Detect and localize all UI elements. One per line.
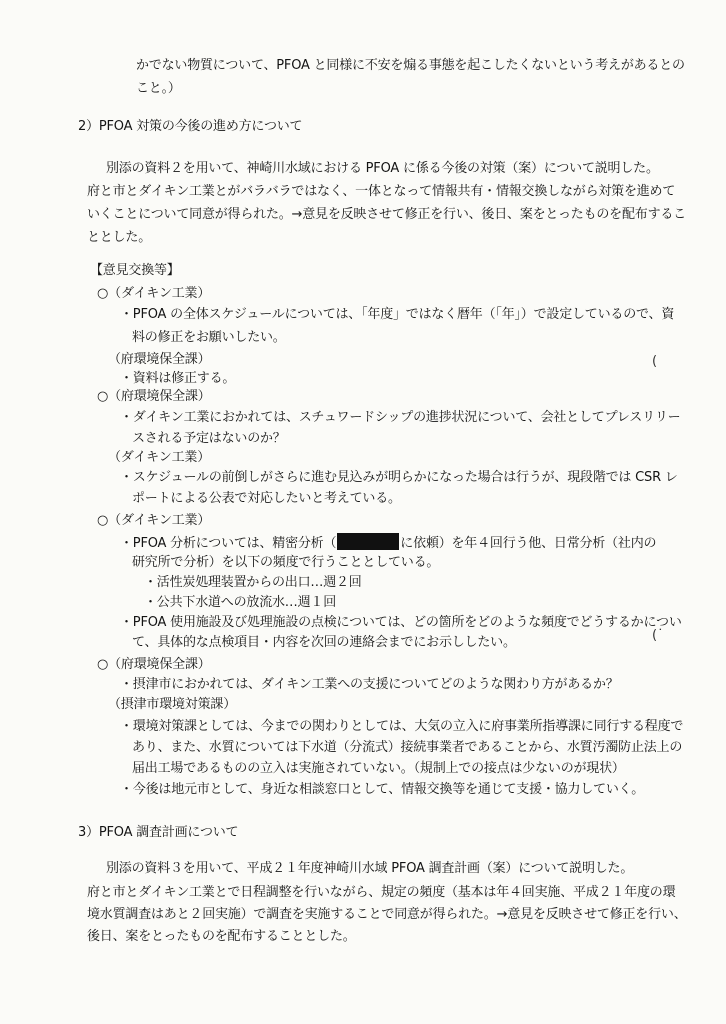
text-line: 別添の資料２を用いて、神崎川水域における PFOA に係る今後の対策（案）について説明した。 [106, 161, 659, 176]
text-line: いくことについて同意が得られた。→意見を反映させて修正を行い、後日、案をとったものを配布するこ [87, 207, 686, 222]
text-line: 届出工場であるものの立入は実施されていない。（規制上での接点は少ないのが現状） [132, 761, 625, 776]
text-line: ・環境対策課としては、今までの関わりとしては、大気の立入に府事業所指導課に同行する程度で [120, 719, 684, 734]
text-line: 府と市とダイキン工業とがバラバラではなく、一体となって情報共有・情報交換しながら対策を進めて [87, 184, 676, 199]
speaker-line: （摂津市環境対策課） [108, 697, 237, 712]
text-line: ・PFOA 使用施設及び処理施設の点検については、どの箇所をどのような頻度でどうするかについ [120, 615, 682, 630]
margin-mark: (˙ [652, 628, 664, 643]
text-line: ・ダイキン工業におかれては、スチュワードシップの進捗状況について、会社としてプレスリリー [120, 410, 681, 425]
bullet-item: ・活性炭処理装置からの出口…週２回 [144, 575, 362, 590]
text-line: 後日、案をとったものを配布することとした。 [87, 929, 356, 944]
text-segment: に依頼）を年４回行う他、日常分析（社内の [400, 536, 657, 551]
speaker-line: （府環境保全課） [108, 352, 211, 367]
speaker-line: ○（ダイキン工業） [97, 513, 211, 528]
speaker-line: ○（府環境保全課） [97, 657, 211, 672]
text-segment: ・PFOA 分析については、精密分析（ [120, 536, 337, 551]
speaker-line: （ダイキン工業） [108, 450, 211, 465]
section-heading: 3）PFOA 調査計画について [78, 825, 239, 840]
text-line: こと。） [136, 81, 181, 96]
text-line: かでない物質について、PFOA と同様に不安を煽る事態を起こしたくないという考えがあるとの [136, 58, 685, 73]
text-line: あり、また、水質については下水道（分流式）接続事業者であることから、水質汚濁防止法上の [132, 740, 683, 755]
text-line: 研究所で分析）を以下の頻度で行うこととしている。 [132, 555, 440, 570]
text-line: スされる予定はないのか？ [132, 431, 286, 446]
text-line: ・スケジュールの前倒しがさらに進む見込みが明らかになった場合は行うが、現段階では CSR レ [120, 470, 678, 485]
subsection-heading: 【意見交換等】 [90, 263, 180, 278]
margin-mark: ( [652, 354, 658, 369]
text-line: 府と市とダイキン工業とで日程調整を行いながら、規定の頻度（基本は年４回実施、平成２１年度の環 [87, 885, 676, 900]
text-line: ・PFOA の全体スケジュールについては、「年度」ではなく暦年（「年」）で設定しているので、資 [120, 307, 675, 322]
speaker-line: ○（府環境保全課） [97, 389, 211, 404]
text-line: ・摂津市におかれては、ダイキン工業への支援についてどのような関わり方があるか？ [120, 677, 619, 692]
text-line: て、具体的な点検項目・内容を次回の連絡会までにお示ししたい。 [132, 635, 516, 650]
redaction-block [337, 533, 399, 550]
text-line: ・今後は地元市として、身近な相談窓口として、情報交換等を通じて支援・協力していく。 [120, 782, 645, 797]
speaker-line: ○（ダイキン工業） [97, 286, 211, 301]
text-line: ・資料は修正する。 [120, 371, 236, 386]
text-line: 別添の資料３を用いて、平成２１年度神崎川水域 PFOA 調査計画（案）について説明した。 [106, 861, 634, 876]
section-heading: 2）PFOA 対策の今後の進め方について [78, 119, 303, 134]
text-line: 境水質調査はあと２回実施）で調査を実施することで同意が得られた。→意見を反映させて修正を行い、 [87, 907, 687, 922]
text-line: ポートによる公表で対応したいと考えている。 [132, 491, 401, 506]
text-line: 料の修正をお願いしたい。 [132, 330, 286, 345]
text-line: ととした。 [87, 230, 152, 245]
bullet-item: ・公共下水道への放流水…週１回 [144, 595, 337, 610]
text-line [120, 533, 656, 553]
